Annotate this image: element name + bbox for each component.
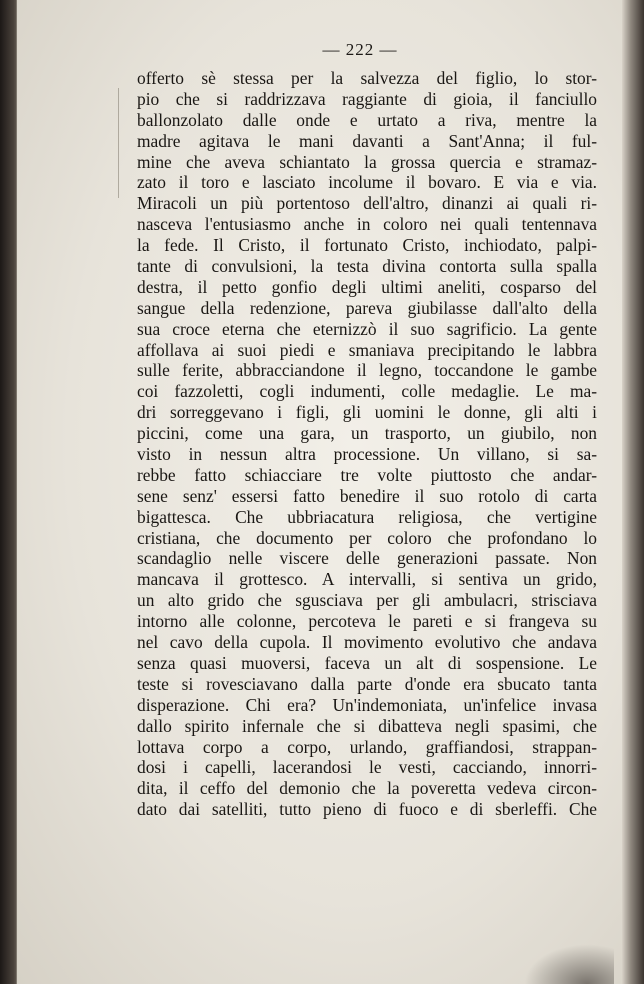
text-line: teste si rovesciavano dalla parte d'onde era sbucato tanta xyxy=(137,673,597,694)
text-line: affollava ai suoi piedi e smaniava precipitando le labbra xyxy=(137,339,597,360)
text-line: pio che si raddrizzava raggiante di gioia, il fanciullo xyxy=(137,88,597,109)
text-line: cristiana, che documento per coloro che profondano lo xyxy=(137,527,597,548)
text-line: madre agitava le mani davanti a Sant'Anna; il ful- xyxy=(137,130,597,151)
body-text xyxy=(137,68,597,820)
text-line: sua croce eterna che eternizzò il suo sagrificio. La gente xyxy=(137,318,597,339)
text-line: dri sorreggevano i figli, gli uomini le donne, gli alti i xyxy=(137,402,597,423)
text-line: rebbe fatto schiacciare tre volte piuttosto che andar- xyxy=(137,464,597,485)
page-edge-shadow xyxy=(622,0,644,984)
text-line: dita, il ceffo del demonio che la poveretta vedeva circon- xyxy=(137,778,597,799)
text-line: nasceva l'entusiasmo anche in coloro nei quali tentennava xyxy=(137,214,597,235)
text-line: intorno alle colonne, percoteva le pareti e si frangeva su xyxy=(137,611,597,632)
text-line: nel cavo della cupola. Il movimento evolutivo che andava xyxy=(137,632,597,653)
text-line: Miracoli un più portentoso dell'altro, dinanzi ai quali ri- xyxy=(137,193,597,214)
text-line: dosi i capelli, lacerandosi le vesti, cacciando, innorri- xyxy=(137,757,597,778)
text-line: senza quasi muoversi, faceva un alt di sospensione. Le xyxy=(137,652,597,673)
text-line: zato il toro e lasciato incolume il bovaro. E via e via. xyxy=(137,172,597,193)
text-line: visto in nessun altra processione. Un villano, si sa- xyxy=(137,444,597,465)
text-line: piccini, come una gara, un trasporto, un giubilo, non xyxy=(137,423,597,444)
text-line: dallo spirito infernale che si dibatteva negli spasimi, che xyxy=(137,715,597,736)
text-line: destra, il petto gonfio degli ultimi aneliti, cosparso del xyxy=(137,276,597,297)
corner-stain xyxy=(524,944,614,984)
text-line: sulle ferite, abbracciandone il legno, toccandone le gambe xyxy=(137,360,597,381)
text-line: mine che aveva schiantato la grossa quercia e stramaz- xyxy=(137,151,597,172)
text-line: sene senz' essersi fatto benedire il suo rotolo di carta xyxy=(137,485,597,506)
text-line: scandaglio nelle viscere delle generazioni passate. Non xyxy=(137,548,597,569)
page-number: — 222 — xyxy=(322,40,398,59)
text-line: un alto grido che sgusciava per gli ambulacri, strisciava xyxy=(137,590,597,611)
text-line: bigattesca. Che ubbriacatura religiosa, che vertigine xyxy=(137,506,597,527)
text-line: coi fazzoletti, cogli indumenti, colle medaglie. Le ma- xyxy=(137,381,597,402)
text-line: disperazione. Chi era? Un'indemoniata, un'infelice invasa xyxy=(137,694,597,715)
text-line: ballonzolato dalle onde e urtato a riva, mentre la xyxy=(137,109,597,130)
text-line: tante di convulsioni, la testa divina contorta sulla spalla xyxy=(137,256,597,277)
text-line: la fede. Il Cristo, il fortunato Cristo, inchiodato, palpi- xyxy=(137,235,597,256)
margin-mark xyxy=(118,88,122,198)
text-line: mancava il grottesco. A intervalli, si sentiva un grido, xyxy=(137,569,597,590)
text-line: offerto sè stessa per la salvezza del figlio, lo stor- xyxy=(137,68,597,88)
text-line: dato dai satelliti, tutto pieno di fuoco e di sberleffi. Che xyxy=(137,799,597,820)
text-line: lottava corpo a corpo, urlando, graffiandosi, strappan- xyxy=(137,736,597,757)
text-line: sangue della redenzione, pareva giubilasse dall'alto della xyxy=(137,297,597,318)
